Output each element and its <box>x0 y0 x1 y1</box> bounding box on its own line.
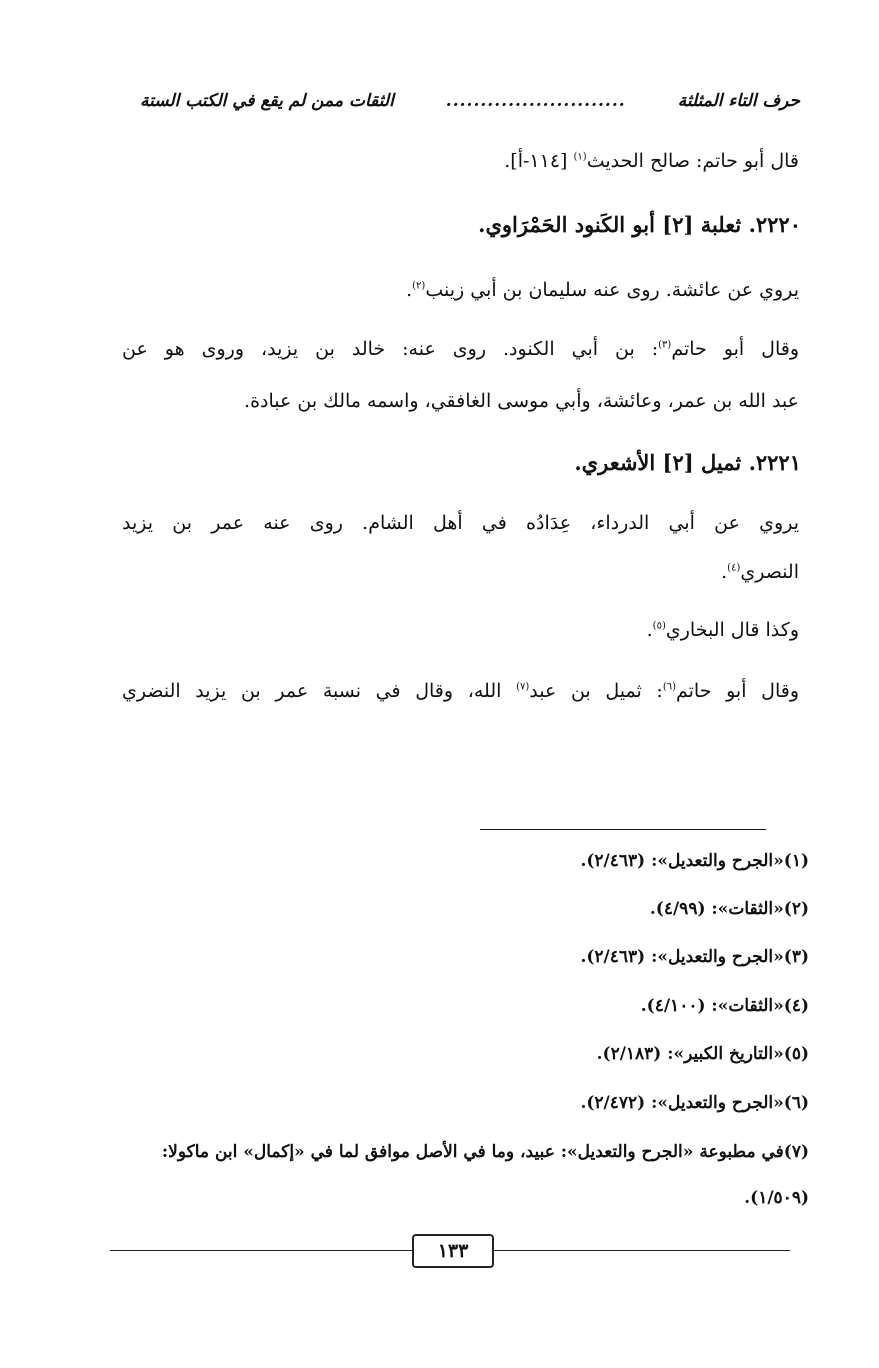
footnote-7-continued: (١/٥٠٩). <box>744 1188 809 1208</box>
header-book-title: الثقات ممن لم يقع في الكتب الستة <box>140 91 394 111</box>
entry-name: ثعلبة [٢] أبو الكَنود الحَمْرَاوي. <box>478 212 742 237</box>
running-header <box>140 84 800 118</box>
entry-heading-2220 <box>478 212 801 237</box>
footnote-1: (١)«الجرح والتعديل»: (٢/٤٦٣). <box>580 851 809 871</box>
entry-number: ٢٢٢٠. <box>748 212 801 237</box>
header-chapter-title: حرف التاء المثلثة <box>677 91 800 111</box>
footnote-ref-1: (١) <box>573 151 587 163</box>
footnote-3: (٣)«الجرح والتعديل»: (٢/٤٦٣). <box>580 947 809 967</box>
text-line-7: وكذا قال البخاري$^{(٥)}$. <box>646 619 799 641</box>
footnote-ref-5: (٥) <box>652 620 666 632</box>
header-dots: .......................... <box>445 91 626 111</box>
entry-number: ٢٢٢١. <box>748 450 801 475</box>
footer-rule-left <box>110 1250 412 1251</box>
footnote-6: (٦)«الجرح والتعديل»: (٢/٤٧٢). <box>580 1093 809 1113</box>
text-line-6: النصري$^{(٤)}$. <box>721 561 799 583</box>
footnote-separator <box>480 829 766 830</box>
footnote-2: (٢)«الثقات»: (٤/٩٩). <box>649 899 809 919</box>
text-line-2: يروي عن عائشة. روى عنه سليمان بن أبي زينب$^{(٢)}$. <box>406 279 799 301</box>
text-line-5: يروي عن أبي الدرداء، عِدَادُه في أهل الشام. روى عنه عمر بن يزيد <box>122 512 799 534</box>
text-line-4: عبد الله بن عمر، وعائشة، وأبي موسى الغافقي، واسمه مالك بن عبادة. <box>244 390 799 412</box>
text-line-1: قال أبو حاتم: صالح الحديث$^{(١)}$ [١١٤-أ]. <box>504 150 799 172</box>
footer-rule-right <box>494 1250 790 1251</box>
footnote-ref-6: (٦) <box>662 681 676 693</box>
page-number: ١٣٣ <box>412 1234 494 1268</box>
entry-name: ثميل [٢] الأشعري. <box>574 450 742 475</box>
footnote-4: (٤)«الثقات»: (٤/١٠٠). <box>640 996 809 1016</box>
footnote-7: (٧)في مطبوعة «الجرح والتعديل»: عبيد، وما في الأصل موافق لما في «إكمال» ابن ماكولا: <box>161 1142 809 1162</box>
footnote-5: (٥)«التاريخ الكبير»: (٢/١٨٣). <box>596 1044 809 1064</box>
footnote-ref-2: (٢) <box>412 280 426 292</box>
footnote-ref-3: (٣) <box>658 339 672 351</box>
footnote-ref-4: (٤) <box>727 562 741 574</box>
footnote-ref-7: (٧) <box>516 681 530 693</box>
text-line-3: وقال أبو حاتم$^{(٣)}$: بن أبي الكنود. روى عنه: خالد بن يزيد، وروى هو عن <box>122 338 800 360</box>
entry-heading-2221 <box>574 450 801 475</box>
text-line-8: وقال أبو حاتم$^{(٦)}$: ثميل بن عبد$^{(٧)}$ الله، وقال في نسبة عمر بن يزيد النضري <box>122 680 800 702</box>
